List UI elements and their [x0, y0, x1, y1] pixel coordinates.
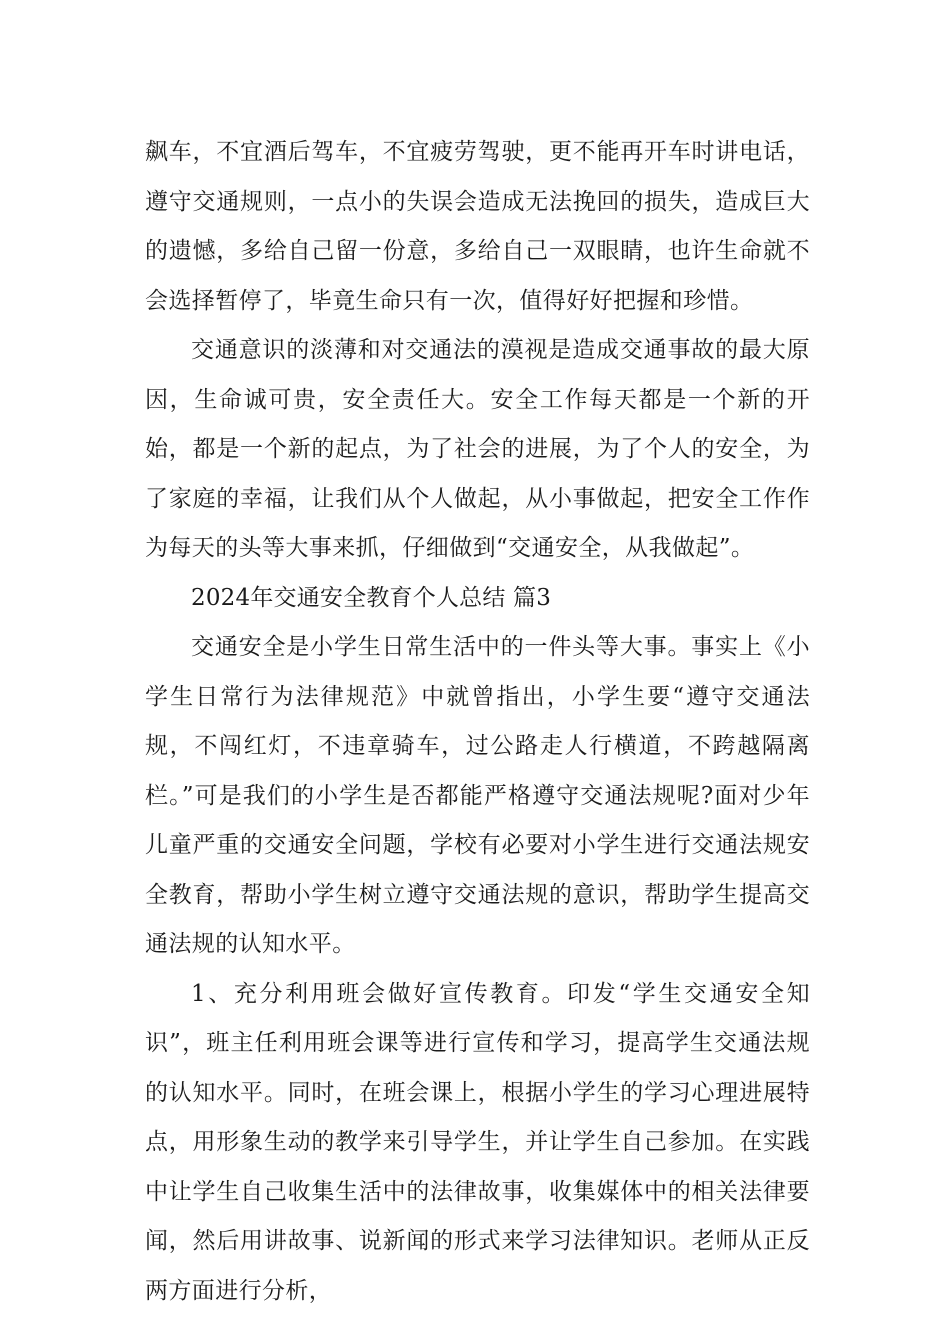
paragraph-traffic-safety-intro: 交通安全是小学生日常生活中的一件头等大事。事实上《小学生日常行为法律规范》中就曾指出，小学生要“遵守交通法规，不闯红灯，不违章骑车，过公路走人行横道，不跨越隔离栏。”可是我们的小学生是否都能严格遵守交通法规呢?面对少年儿童严重的交通安全问题，学校有必要对小学生进行交通法规安全教育，帮助小学生树立遵守交通法规的意识，帮助学生提高交通法规的认知水平。	[145, 634, 810, 957]
paragraph-continuation: 飙车，不宜酒后驾车，不宜疲劳驾驶，更不能再开车时讲电话，遵守交通规则，一点小的失误会造成无法挽回的损失，造成巨大的遗憾，多给自己留一份意，多给自己一双眼睛，也许生命就不会选择暂停了，毕竟生命只有一次，值得好好把握和珍惜。	[145, 139, 810, 314]
paragraph-traffic-awareness: 交通意识的淡薄和对交通法的漠视是造成交通事故的最大原因，生命诚可贵，安全责任大。安全工作每天都是一个新的开始，都是一个新的起点，为了社会的进展，为了个人的安全，为了家庭的幸福，让我们从个人做起，从小事做起，把安全工作作为每天的头等大事来抓，仔细做到“交通安全，从我做起”。	[145, 337, 810, 561]
paragraph-class-meeting: 1、充分利用班会做好宣传教育。印发“学生交通安全知识”，班主任利用班会课等进行宣传和学习，提高学生交通法规的认知水平。同时，在班会课上，根据小学生的学习心理进展特点，用形象生动的教学来引导学生，并让学生自己参加。在实践中让学生自己收集生活中的法律故事，收集媒体中的相关法律要闻，然后用讲故事、说新闻的形式来学习法律知识。老师从正反两方面进行分析，	[145, 980, 810, 1304]
document-body	[145, 128, 810, 1316]
section-heading: 2024年交通安全教育个人总结 篇3	[191, 584, 552, 611]
